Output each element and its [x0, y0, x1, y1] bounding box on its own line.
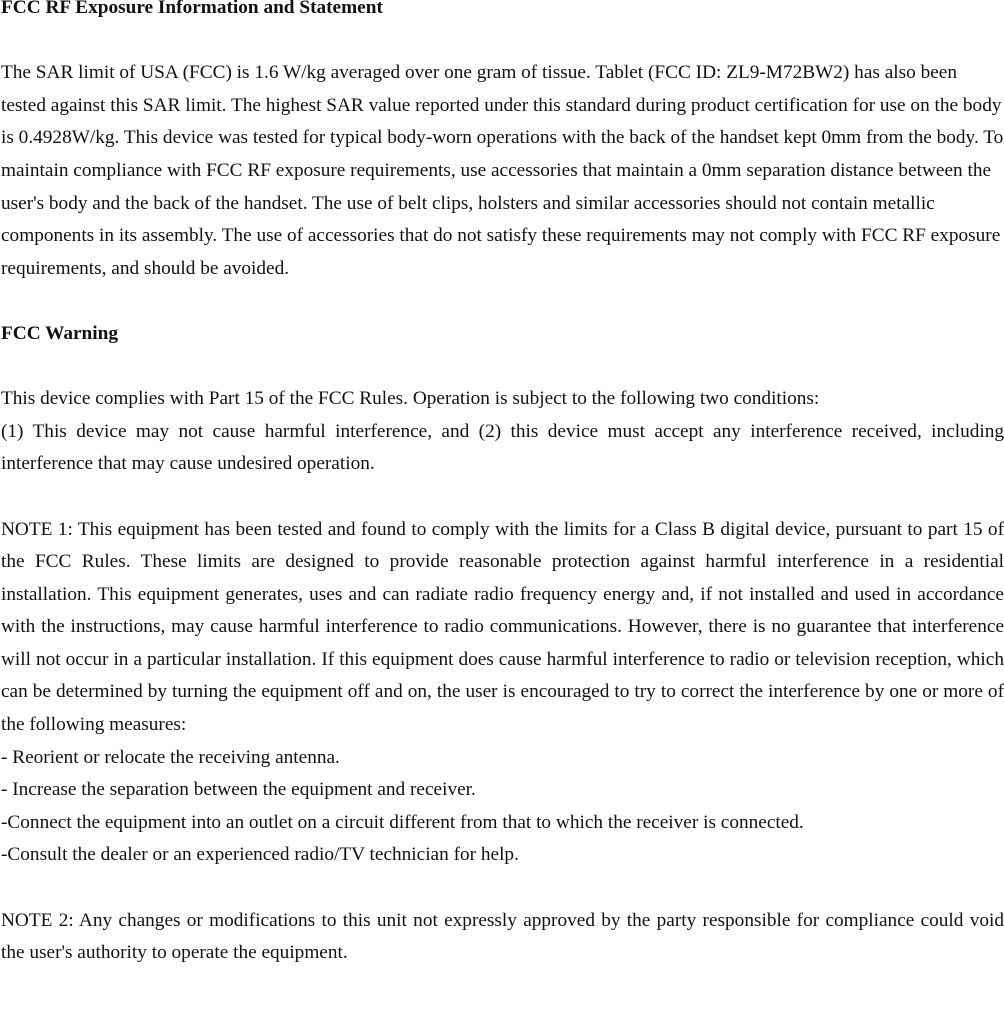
spacer: [1, 351, 1004, 384]
rf-exposure-heading: FCC RF Exposure Information and Statement: [1, 0, 383, 18]
fcc-warning-intro: This device complies with Part 15 of the FCC Rules. Operation is subject to the following two conditions:: [1, 388, 820, 410]
measure-item: -Consult the dealer or an experienced radio/TV technician for help.: [1, 844, 519, 866]
note-2-paragraph: NOTE 2: Any changes or modifications to this unit not expressly approved by the party responsible for compliance could void the user's authority to operate the equipment.: [1, 909, 1004, 964]
measure-item: - Increase the separation between the equipment and receiver.: [1, 779, 476, 801]
fcc-warning-conditions: (1) This device may not cause harmful interference, and (2) this device must accept any interference received, including interference that may cause undesired operation.: [1, 420, 1004, 475]
rf-exposure-paragraph: The SAR limit of USA (FCC) is 1.6 W/kg averaged over one gram of tissue. Tablet (FCC ID: ZL9-M72BW2) has also been tested against this SAR limit. The highest SAR value reported under this standard during product certification for use on the body is 0.4928W/kg. This device was tested for typical body-worn operations with the back of the handset kept 0mm from the body. To maintain compliance with FCC RF exposure requirements, use accessories that maintain a 0mm separation distance between the user's body and the back of the handset. The use of belt clips, holsters and similar accessories should not contain metallic components in its assembly. The use of accessories that do not satisfy these requirements may not comply with FCC RF exposure requirements, and should be avoided.: [1, 62, 1004, 279]
document-page: [1, 0, 1004, 970]
note-1-paragraph: NOTE 1: This equipment has been tested and found to comply with the limits for a Class B digital device, pursuant to part 15 of the FCC Rules. These limits are designed to provide reasonable protection against harmful interference in a residential installation. This equipment generates, uses and can radiate radio frequency energy and, if not installed and used in accordance with the instructions, may cause harmful interference to radio communications. However, there is no guarantee that interference will not occur in a particular installation. If this equipment does cause harmful interference to radio or television reception, which can be determined by turning the equipment off and on, the user is encouraged to try to correct the interference by one or more of the following measures:: [1, 518, 1004, 736]
fcc-warning-heading: FCC Warning: [1, 322, 118, 344]
spacer: [1, 285, 1004, 318]
spacer: [1, 481, 1004, 514]
measure-item: - Reorient or relocate the receiving antenna.: [1, 746, 340, 768]
measure-item: -Connect the equipment into an outlet on a circuit different from that to which the receiver is connected.: [1, 811, 804, 833]
spacer: [1, 872, 1004, 905]
spacer: [1, 25, 1004, 58]
